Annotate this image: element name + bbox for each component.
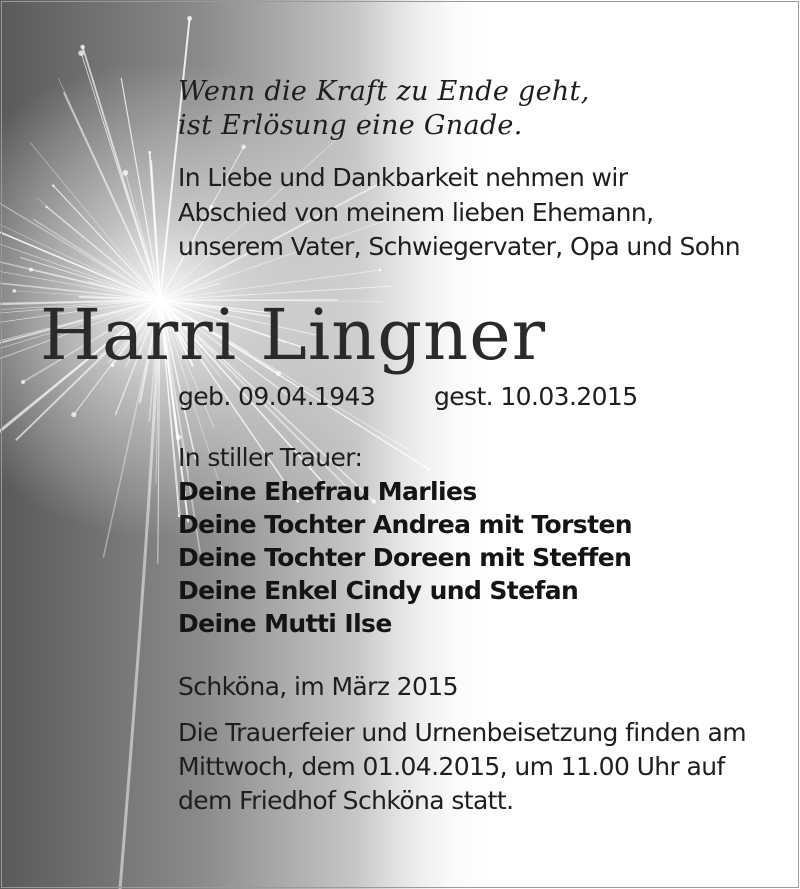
mourner-entry: Deine Enkel Cindy und Stefan <box>178 576 579 605</box>
intro-line-3: unserem Vater, Schwiegervater, Opa und Sohn <box>178 232 740 261</box>
mourners-heading: In stiller Trauer: <box>178 443 363 472</box>
deceased-name: Harri Lingner <box>40 294 547 376</box>
funeral-line-2: Mittwoch, dem 01.04.2015, um 11.00 Uhr auf <box>178 752 725 781</box>
birth-date: geb. 09.04.1943 <box>178 382 376 411</box>
mourner-entry: Deine Tochter Doreen mit Steffen <box>178 543 632 572</box>
motto-line-1: Wenn die Kraft zu Ende geht, <box>178 76 590 107</box>
place-date: Schköna, im März 2015 <box>178 672 458 701</box>
mourner-entry: Deine Tochter Andrea mit Torsten <box>178 510 632 539</box>
intro-line-1: In Liebe und Dankbarkeit nehmen wir <box>178 163 628 192</box>
intro-line-2: Abschied von meinem lieben Ehemann, <box>178 198 654 227</box>
mourner-entry: Deine Mutti Ilse <box>178 609 392 638</box>
mourner-entry: Deine Ehefrau Marlies <box>178 477 477 506</box>
funeral-line-1: Die Trauerfeier und Urnenbeisetzung finden am <box>178 718 747 747</box>
funeral-line-3: dem Friedhof Schköna statt. <box>178 786 514 815</box>
motto-line-2: ist Erlösung eine Gnade. <box>178 110 523 141</box>
death-date: gest. 10.03.2015 <box>434 382 638 411</box>
